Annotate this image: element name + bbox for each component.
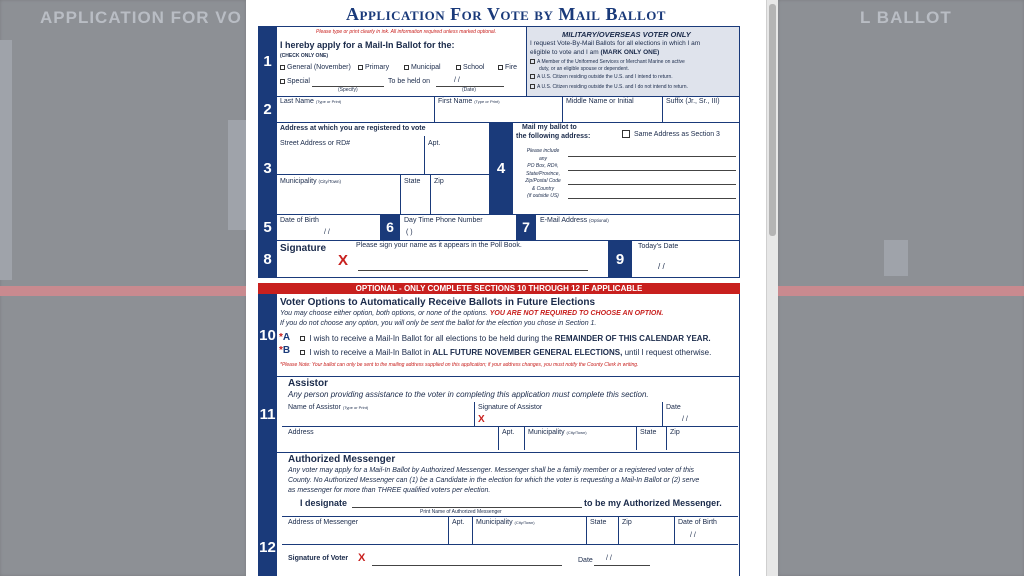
messenger-apt-label: Apt.: [452, 519, 465, 526]
divider: [662, 402, 663, 426]
voter-date-label: Date: [578, 557, 593, 564]
municipality-label: Municipality (City/Town): [280, 178, 342, 185]
signature-instruction: Please sign your name as it appears in the Poll Book.: [356, 242, 522, 249]
messenger-para-3: as messenger for more than THREE qualified voters per election.: [288, 487, 491, 494]
phone-label: Day Time Phone Number: [404, 217, 483, 224]
divider: [277, 214, 740, 215]
assistor-zip-label: Zip: [670, 429, 680, 436]
voter-date-line[interactable]: [594, 565, 650, 566]
messenger-para-1: Any voter may apply for a Mail-In Ballot by Authorized Messenger. Messenger shall be a family member or a registered voter of this: [288, 467, 695, 474]
assistor-municipality-label: Municipality (City/Town): [528, 429, 587, 436]
checkbox[interactable]: [530, 84, 535, 89]
ghost-red-band-right: [778, 286, 1024, 296]
assistor-signature-label: Signature of Assistor: [478, 404, 543, 411]
divider: [277, 174, 489, 175]
option-general[interactable]: General (November): [280, 64, 351, 71]
signature-line[interactable]: [358, 270, 588, 271]
option-a-marker: *A: [279, 332, 291, 343]
assistor-heading: Assistor: [288, 378, 329, 389]
section-3-number: 3: [258, 122, 277, 214]
option-special[interactable]: Special: [280, 78, 310, 85]
checkbox[interactable]: [280, 65, 285, 70]
divider: [448, 516, 449, 544]
divider: [498, 426, 499, 450]
checkbox[interactable]: [530, 74, 535, 79]
assistor-state-label: State: [640, 429, 657, 436]
signature-label: Signature: [280, 243, 327, 254]
section-2-number: 2: [258, 96, 277, 122]
option-primary[interactable]: Primary: [358, 64, 389, 71]
mail-address-line[interactable]: [568, 170, 736, 171]
dob-slashes[interactable]: / /: [324, 229, 330, 236]
checkbox[interactable]: [280, 79, 285, 84]
dob-label: Date of Birth: [280, 217, 319, 224]
option-fire[interactable]: Fire: [498, 64, 517, 71]
ballot-application-form: [246, 0, 766, 576]
section-10-line-1: You may choose either option, both options, or none of the options. YOU ARE NOT REQUIRED TO CHOOSE AN OPTION.: [280, 310, 664, 317]
middle-name-label: Middle Name or Initial: [566, 98, 634, 105]
military-option-a-cont: duty, or an eligible spouse or dependent.: [539, 66, 629, 72]
assistor-instruction: Any person providing assistance to the voter in completing this application must complete this section.: [288, 390, 649, 399]
suffix-label: Suffix (Jr., Sr., III): [666, 98, 720, 105]
checkbox[interactable]: [300, 336, 305, 341]
form-title: Application For Vote by Mail Ballot: [346, 4, 666, 24]
ghost-block: [884, 240, 908, 276]
last-name-label: Last Name (Type or Print): [280, 98, 342, 105]
ghost-title-left: APPLICATION FOR VO: [40, 8, 242, 27]
section-10-number: 10: [258, 294, 277, 376]
state-label: State: [404, 178, 421, 185]
messenger-municipality-label: Municipality (City/Town): [476, 519, 535, 526]
checkbox[interactable]: [300, 350, 305, 355]
same-address-option[interactable]: Same Address as Section 3: [622, 130, 720, 138]
section-8-number: 8: [258, 240, 277, 278]
divider: [277, 376, 740, 377]
military-line-2: eligible to vote and I am (MARK ONLY ONE): [530, 49, 660, 56]
mail-to-heading-2: the following address:: [516, 133, 591, 140]
section-10-line-2: If you do not choose any option, you will only be sent the ballot for the election you chose in Section 1.: [280, 320, 597, 327]
section-1-number: 1: [258, 26, 277, 96]
military-option-b[interactable]: A U.S. Citizen residing outside the U.S. and I intend to return.: [530, 74, 673, 80]
option-school[interactable]: School: [456, 64, 484, 71]
mail-to-heading-1: Mail my ballot to: [522, 124, 577, 131]
authorized-messenger-tail: to be my Authorized Messenger.: [584, 498, 722, 508]
specify-label: (Specify): [338, 87, 358, 93]
checkbox[interactable]: [456, 65, 461, 70]
section-10-heading: Voter Options to Automatically Receive Ballots in Future Elections: [280, 297, 596, 308]
voter-signature-label: Signature of Voter: [288, 555, 349, 562]
section-12-number: 12: [258, 452, 277, 576]
section-5-number: 5: [258, 214, 277, 240]
mail-address-line[interactable]: [568, 198, 736, 199]
divider: [277, 96, 740, 97]
messenger-dob-slashes[interactable]: / /: [690, 532, 696, 539]
section-4-number: 4: [489, 122, 513, 214]
messenger-zip-label: Zip: [622, 519, 632, 526]
zip-label: Zip: [434, 178, 444, 185]
messenger-para-2: County. No Authorized Messenger can (1) be a Candidate in the election for which the voter is requesting a Mail-In Ballot or (2) serve: [288, 477, 700, 484]
assistor-date-label: Date: [666, 404, 681, 411]
section-7-number: 7: [516, 214, 536, 240]
checkbox[interactable]: [530, 59, 535, 64]
divider: [277, 240, 740, 241]
assistor-address-label: Address: [288, 429, 314, 436]
voter-date-slashes[interactable]: / /: [606, 555, 612, 562]
held-on-label: To be held on: [388, 78, 431, 85]
divider: [666, 426, 667, 450]
phone-parens[interactable]: ( ): [406, 229, 413, 236]
section-11-number: 11: [258, 376, 277, 452]
assistor-date-slashes[interactable]: / /: [682, 416, 688, 423]
divider: [618, 516, 619, 544]
checkbox[interactable]: [358, 65, 363, 70]
todays-date-slashes[interactable]: / /: [658, 262, 665, 271]
voter-signature-x-mark: X: [358, 552, 366, 564]
signature-x-mark: X: [338, 252, 349, 269]
divider: [636, 426, 637, 450]
section-10-note: *Please Note: Your ballot can only be sent to the mailing address supplied on this application; if your address changes, you must notify the County Clerk in writing.: [280, 362, 639, 368]
divider: [282, 544, 738, 545]
assistor-name-label: Name of Assistor (Type or Print): [288, 404, 369, 411]
date-sub-label: (Date): [462, 87, 476, 93]
held-on-date-slashes[interactable]: / /: [454, 77, 460, 84]
messenger-address-label: Address of Messenger: [288, 519, 359, 526]
option-municipal[interactable]: Municipal: [404, 64, 441, 71]
vertical-scrollbar[interactable]: [766, 0, 778, 576]
divider: [662, 96, 663, 122]
section-3-heading: Address at which you are registered to vote: [280, 125, 426, 132]
messenger-state-label: State: [590, 519, 607, 526]
section-1-heading: I hereby apply for a Mail-In Ballot for the:: [280, 40, 455, 50]
divider: [277, 452, 740, 453]
email-label: E-Mail Address (Optional): [540, 217, 609, 224]
divider: [472, 516, 473, 544]
checkbox[interactable]: [404, 65, 409, 70]
apt-label: Apt.: [428, 140, 441, 147]
divider: [586, 516, 587, 544]
scrollbar-thumb[interactable]: [769, 4, 776, 236]
mail-address-note: Please include any PO Box, RD#, State/Province, Zip/Postal Code & Country (if outside US): [525, 148, 561, 199]
optional-sections-banner: OPTIONAL - ONLY COMPLETE SECTIONS 10 THROUGH 12 IF APPLICABLE: [258, 283, 740, 294]
voter-signature-line[interactable]: [372, 565, 562, 566]
designate-label: I designate: [300, 498, 348, 508]
option-b-marker: *B: [279, 345, 291, 356]
divider: [562, 96, 563, 122]
checkbox[interactable]: [498, 65, 503, 70]
form-instruction: Please type or print clearly in ink. All information required unless marked optional.: [316, 29, 497, 35]
divider: [674, 516, 675, 544]
mail-address-line[interactable]: [568, 184, 736, 185]
ghost-block: [0, 40, 12, 280]
check-one-note: (CHECK ONLY ONE): [280, 53, 329, 59]
mail-address-line[interactable]: [568, 156, 736, 157]
street-label: Street Address or RD#: [280, 140, 351, 147]
ghost-block: [228, 120, 246, 230]
assistor-apt-label: Apt.: [502, 429, 515, 436]
section-9-number: 9: [608, 240, 632, 278]
divider: [424, 136, 425, 174]
messenger-name-line[interactable]: [352, 507, 582, 508]
option-b-text[interactable]: I wish to receive a Mail-In Ballot in ALL FUTURE NOVEMBER GENERAL ELECTIONS, until I request otherwise.: [300, 348, 711, 357]
todays-date-label: Today's Date: [638, 243, 679, 250]
section-6-number: 6: [380, 214, 400, 240]
divider: [282, 516, 738, 517]
divider: [400, 174, 401, 214]
assistor-x-mark: X: [478, 414, 485, 425]
military-option-a[interactable]: A Member of the Uniformed Services or Merchant Marine on active: [530, 59, 685, 65]
option-a-text[interactable]: I wish to receive a Mail-In Ballot for all elections to be held during the REMAINDER OF THIS CALENDAR YEAR.: [300, 334, 711, 343]
military-heading: MILITARY/OVERSEAS VOTER ONLY: [562, 30, 691, 39]
ghost-red-band-left: [0, 286, 246, 296]
military-option-c[interactable]: A U.S. Citizen residing outside the U.S. and I do not intend to return.: [530, 84, 688, 90]
divider: [474, 402, 475, 426]
first-name-label: First Name (Type or Print): [438, 98, 500, 105]
print-name-label: Print Name of Authorized Messenger: [420, 509, 502, 515]
military-line-1: I request Vote-By-Mail Ballots for all elections in which I am: [530, 40, 701, 47]
divider: [434, 96, 435, 122]
messenger-dob-label: Date of Birth: [678, 519, 717, 526]
checkbox[interactable]: [622, 130, 630, 138]
divider: [430, 174, 431, 214]
divider: [524, 426, 525, 450]
ghost-title-right: L BALLOT: [860, 8, 952, 27]
divider: [282, 426, 738, 427]
messenger-heading: Authorized Messenger: [288, 454, 396, 465]
